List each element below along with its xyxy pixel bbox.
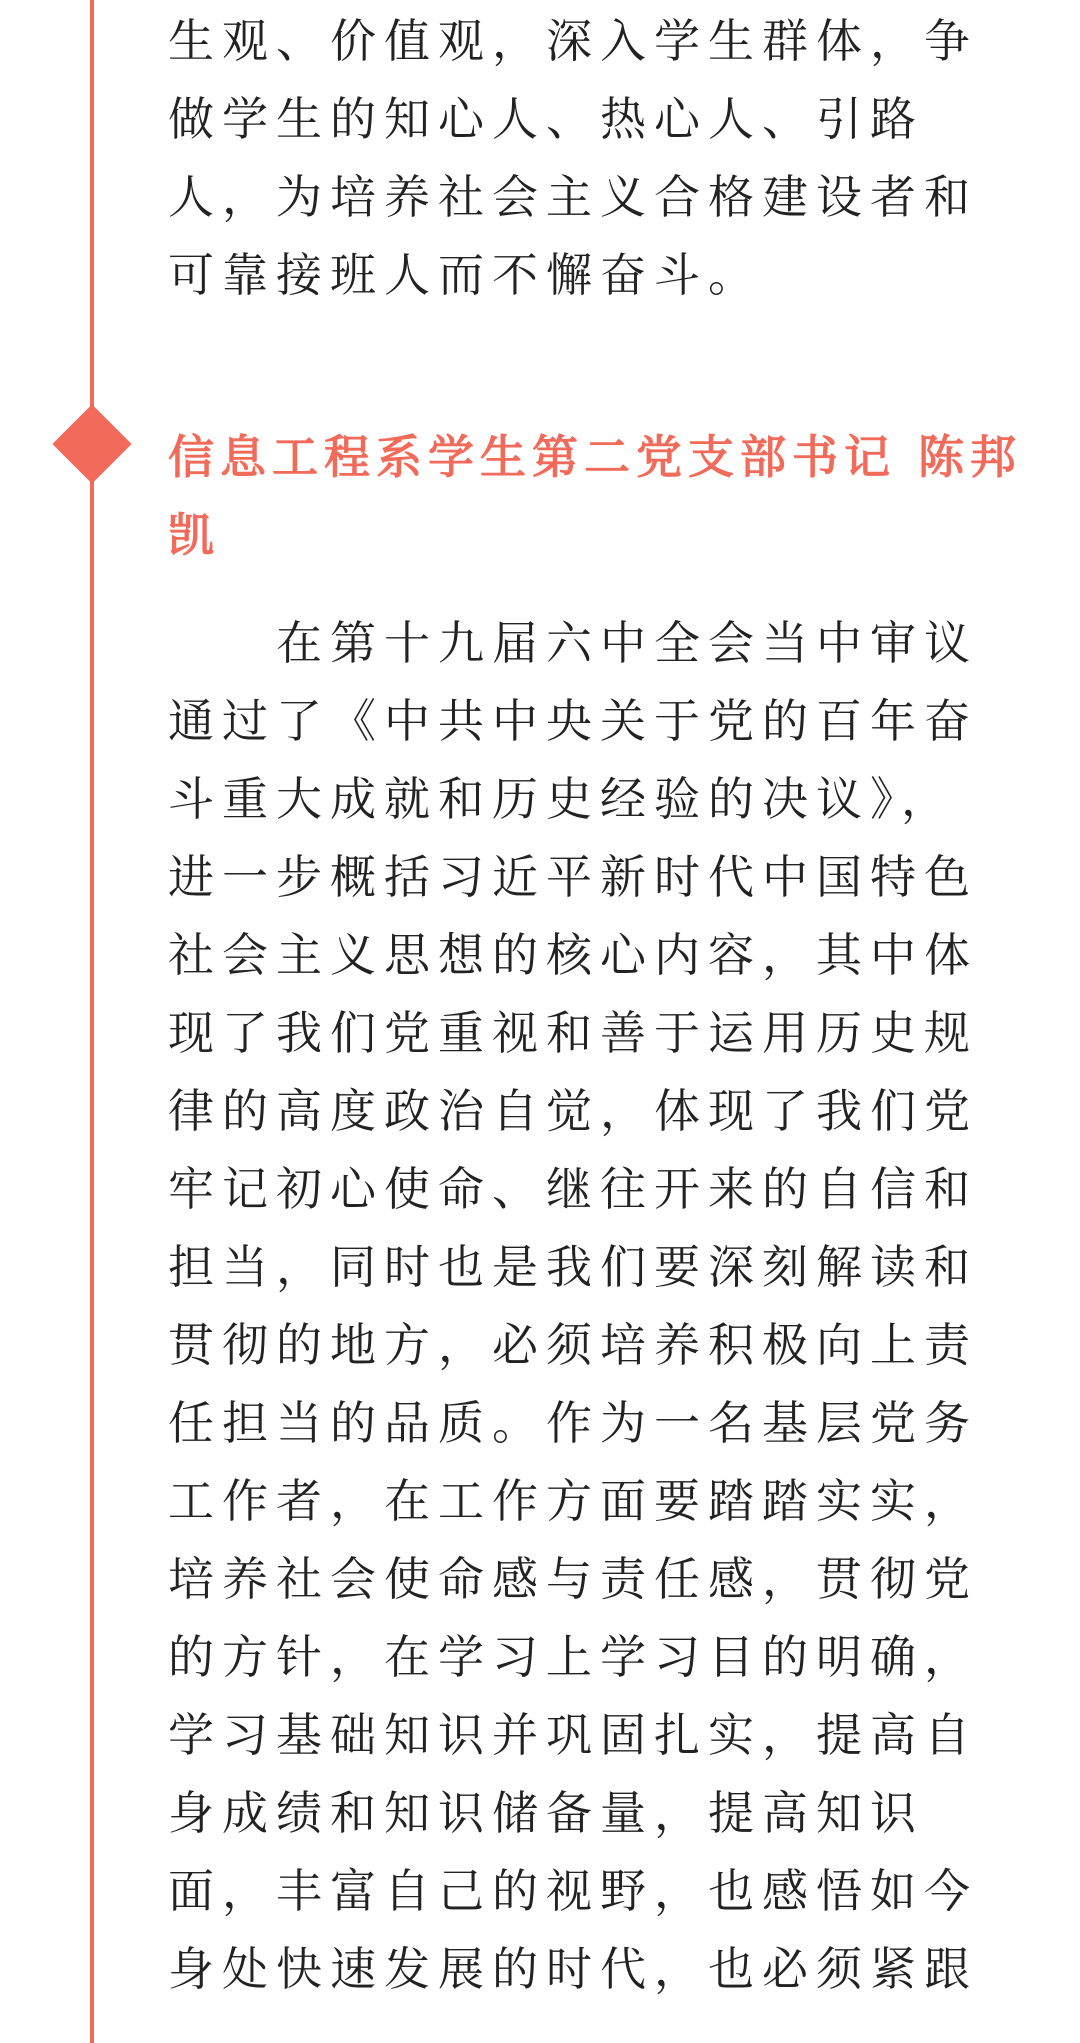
timeline-diamond-marker: [52, 404, 131, 483]
paragraph-line: 的方针，在学习上学习目的明确，: [168, 1630, 978, 1684]
paragraph-line: 面，丰富自己的视野，也感悟如今: [168, 1864, 978, 1918]
paragraph-line: 斗重大成就和历史经验的决议》，: [168, 772, 955, 826]
paragraph-line: 生观、价值观，深入学生群体，争: [168, 14, 978, 68]
section-heading: [168, 418, 1022, 574]
paragraph-line: 现了我们党重视和善于运用历史规: [168, 1006, 978, 1060]
paragraph-line: 身处快速发展的时代，也必须紧跟: [168, 1942, 978, 1996]
paragraph-line: 担当，同时也是我们要深刻解读和: [168, 1240, 978, 1294]
paragraph-line: 学习基础知识并巩固扎实，提高自: [168, 1708, 978, 1762]
paragraph-line: 社会主义思想的核心内容，其中体: [168, 928, 978, 982]
heading-line: 信息工程系学生第二党支部书记 陈邦: [168, 430, 1023, 484]
paragraph-line: 牢记初心使命、继往开来的自信和: [168, 1162, 978, 1216]
paragraph-line: 身成绩和知识储备量，提高知识: [168, 1786, 924, 1840]
paragraph-line: 在第十九届六中全会当中审议: [168, 616, 978, 670]
paragraph-line: 进一步概括习近平新时代中国特色: [168, 850, 978, 904]
section-body-paragraph: [168, 604, 978, 2008]
previous-paragraph: [168, 2, 978, 314]
paragraph-line: 工作者，在工作方面要踏踏实实，: [168, 1474, 978, 1528]
heading-line: 凯: [168, 508, 220, 562]
paragraph-line: 律的高度政治自觉，体现了我们党: [168, 1084, 978, 1138]
paragraph-line: 培养社会使命感与责任感，贯彻党: [168, 1552, 978, 1606]
paragraph-line: 做学生的知心人、热心人、引路: [168, 92, 924, 146]
paragraph-line: 贯彻的地方，必须培养积极向上责: [168, 1318, 978, 1372]
paragraph-line: 通过了《中共中央关于党的百年奋: [168, 694, 978, 748]
paragraph-line: 任担当的品质。作为一名基层党务: [168, 1396, 978, 1450]
timeline-line: [90, 0, 94, 2043]
paragraph-line: 可靠接班人而不懈奋斗。: [168, 248, 762, 302]
paragraph-line: 人，为培养社会主义合格建设者和: [168, 170, 978, 224]
